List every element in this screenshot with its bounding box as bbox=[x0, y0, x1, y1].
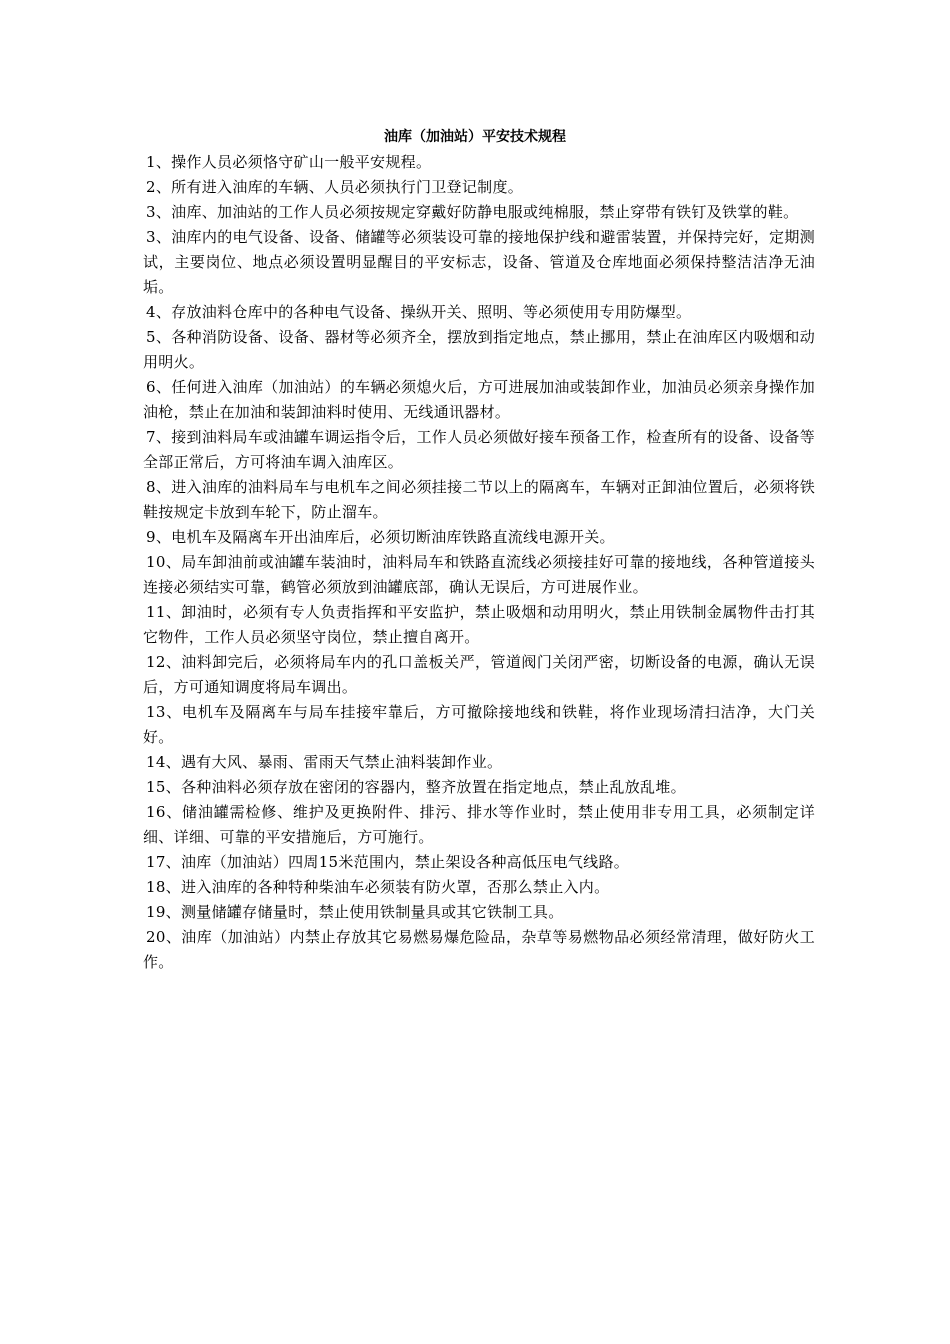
rule-item: 12、油料卸完后，必须将局车内的孔口盖板关严，管道阀门关闭严密，切断设备的电源，确认无误后，方可通知调度将局车调出。 bbox=[143, 653, 815, 696]
rule-item: 16、储油罐需检修、维护及更换附件、排污、排水等作业时，禁止使用非专用工具，必须制定详细、详细、可靠的平安措施后，方可施行。 bbox=[143, 803, 815, 846]
rule-item: 3、油库内的电气设备、设备、储罐等必须装设可靠的接地保护线和避雷装置，并保持完好，定期测试，主要岗位、地点必须设置明显醒目的平安标志，设备、管道及仓库地面必须保持整洁洁净无油垢。 bbox=[143, 228, 815, 296]
rule-item: 17、油库（加油站）四周15米范围内，禁止架设各种高低压电气线路。 bbox=[146, 853, 630, 871]
rule-item: 11、卸油时，必须有专人负责指挥和平安监护，禁止吸烟和动用明火，禁止用铁制金属物件击打其它物件，工作人员必须坚守岗位，禁止擅自离开。 bbox=[143, 603, 815, 646]
rule-item: 19、测量储罐存储量时，禁止使用铁制量具或其它铁制工具。 bbox=[146, 903, 564, 921]
rule-item: 18、进入油库的各种特种柴油车必须装有防火罩，否那么禁止入内。 bbox=[146, 878, 610, 896]
rule-item: 10、局车卸油前或油罐车装油时，油料局车和铁路直流线必须接挂好可靠的接地线，各种管道接头连接必须结实可靠，鹤管必须放到油罐底部，确认无误后，方可进展作业。 bbox=[143, 553, 815, 596]
rule-item: 20、油库（加油站）内禁止存放其它易燃易爆危险品，杂草等易燃物品必须经常清理，做好防火工作。 bbox=[143, 928, 815, 971]
rule-item: 15、各种油料必须存放在密闭的容器内，整齐放置在指定地点，禁止乱放乱堆。 bbox=[146, 778, 686, 796]
rule-item: 2、所有进入油库的车辆、人员必须执行门卫登记制度。 bbox=[146, 178, 524, 196]
rule-item: 3、油库、加油站的工作人员必须按规定穿戴好防静电服或纯棉服，禁止穿带有铁钉及铁掌的鞋。 bbox=[146, 203, 799, 221]
rules-list bbox=[143, 150, 815, 975]
rule-item: 8、进入油库的油料局车与电机车之间必须挂接二节以上的隔离车，车辆对正卸油位置后，必须将铁鞋按规定卡放到车轮下，防止溜车。 bbox=[143, 478, 815, 521]
rule-item: 7、接到油料局车或油罐车调运指令后，工作人员必须做好接车预备工作，检查所有的设备、设备等全部正常后，方可将油车调入油库区。 bbox=[143, 428, 815, 471]
rule-item: 6、任何进入油库（加油站）的车辆必须熄火后，方可进展加油或装卸作业，加油员必须亲身操作加油枪，禁止在加油和装卸油料时使用、无线通讯器材。 bbox=[143, 378, 815, 421]
rule-item: 5、各种消防设备、设备、器材等必须齐全，摆放到指定地点，禁止挪用，禁止在油库区内吸烟和动用明火。 bbox=[143, 328, 815, 371]
rule-item: 14、遇有大风、暴雨、雷雨天气禁止油料装卸作业。 bbox=[146, 753, 503, 771]
rule-item: 13、电机车及隔离车与局车挂接牢靠后，方可撤除接地线和铁鞋，将作业现场清扫洁净，大门关好。 bbox=[143, 703, 815, 746]
rule-item: 9、电机车及隔离车开出油库后，必须切断油库铁路直流线电源开关。 bbox=[146, 528, 615, 546]
rule-item: 1、操作人员必须恪守矿山一般平安规程。 bbox=[146, 153, 432, 171]
document-title: 油库（加油站）平安技术规程 bbox=[384, 129, 566, 145]
rule-item: 4、存放油料仓库中的各种电气设备、操纵开关、照明、等必须使用专用防爆型。 bbox=[146, 303, 692, 321]
